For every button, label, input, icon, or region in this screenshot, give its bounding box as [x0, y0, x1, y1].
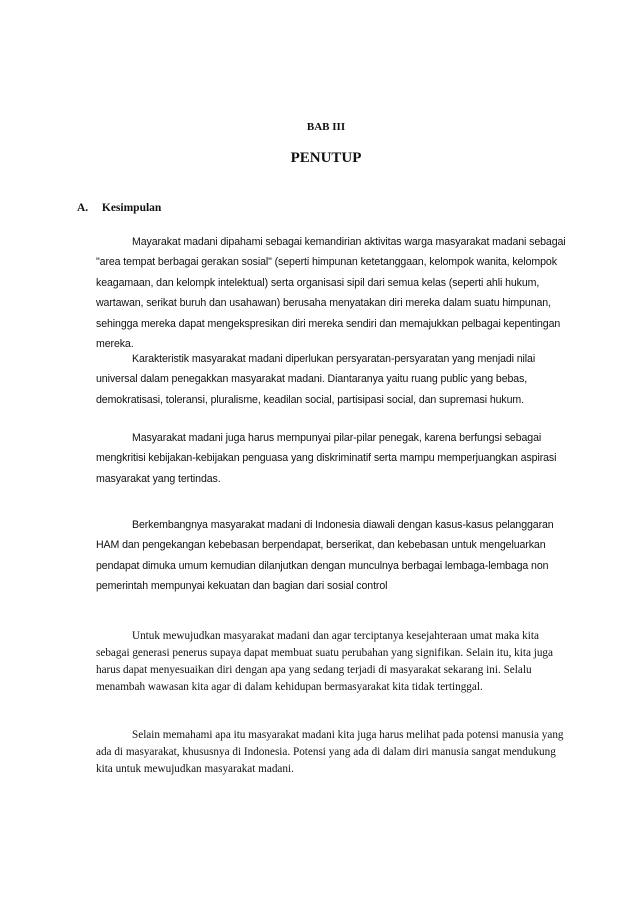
paragraph-pilar-penegak: Masyarakat madani juga harus mempunyai pilar-pilar penegak, karena berfungsi sebagai mengkritisi kebijakan-kebijakan penguasa yang diskriminatif serta mampu memperjuangkan aspirasi masyarakat yang tertindas. — [96, 432, 557, 485]
paragraph-masyarakat-madani-definition: Mayarakat madani dipahami sebagai kemandirian aktivitas warga masyarakat madani sebagai "area tempat berbagai gerakan sosial" (seperti himpunan ketetanggaan, kelompok wanita, kelompok keagamaan, dan kelompk intelektual) serta organisasi sipil dari semua kelas (seperti ahli hukum, wartawan, serikat buruh dan usahawan) berusaha menyatakan diri mereka dalam suatu himpunan, sehingga mereka dapat mengekspresikan diri mereka sendiri dan memajukkan pelbagai kepentingan mereka. — [96, 236, 566, 351]
paragraph-perkembangan-indonesia: Berkembangnya masyarakat madani di Indonesia diawali dengan kasus-kasus pelanggaran HAM dan pengekangan kebebasan berpendapat, berserikat, dan kebebasan untuk mengeluarkan pendapat dimuka umum kemudian dilanjutkan dengan munculnya berbagai lembaga-lembaga non pemerintah mempunyai kekuatan dan bagian dari sosial control — [96, 519, 554, 593]
section-number: A. — [77, 202, 89, 214]
section-heading — [77, 202, 161, 214]
chapter-title: PENUTUP — [290, 150, 362, 166]
section-title: Kesimpulan — [101, 202, 162, 214]
paragraph-mewujudkan: Untuk mewujudkan masyarakat madani dan agar terciptanya kesejahteraan umat maka kita sebagai generasi penerus supaya dapat membuat suatu perubahan yang signifikan. Selain itu, kita juga harus dapat menyesuaikan diri dengan apa yang sedang terjadi di masyarakat sekarang ini. Selalu menambah wawasan kita agar di dalam kehidupan bermasyarakat kita tidak tertinggal. — [96, 630, 553, 693]
paragraph-karakteristik: Karakteristik masyarakat madani diperlukan persyaratan-persyaratan yang menjadi nilai universal dalam penegakkan masyarakat madani. Diantaranya yaitu ruang public yang bebas, demokratisasi, toleransi, pluralisme, keadilan social, partisipasi social, dan supremasi hukum. — [96, 353, 536, 406]
chapter-label: BAB III — [306, 121, 346, 133]
paragraph-potensi-manusia: Selain memahami apa itu masyarakat madani kita juga harus melihat pada potensi manusia yang ada di masyarakat, khususnya di Indonesia. Potensi yang ada di dalam diri manusia sangat mendukung kita untuk mewujudkan masyarakat madani. — [96, 729, 564, 775]
